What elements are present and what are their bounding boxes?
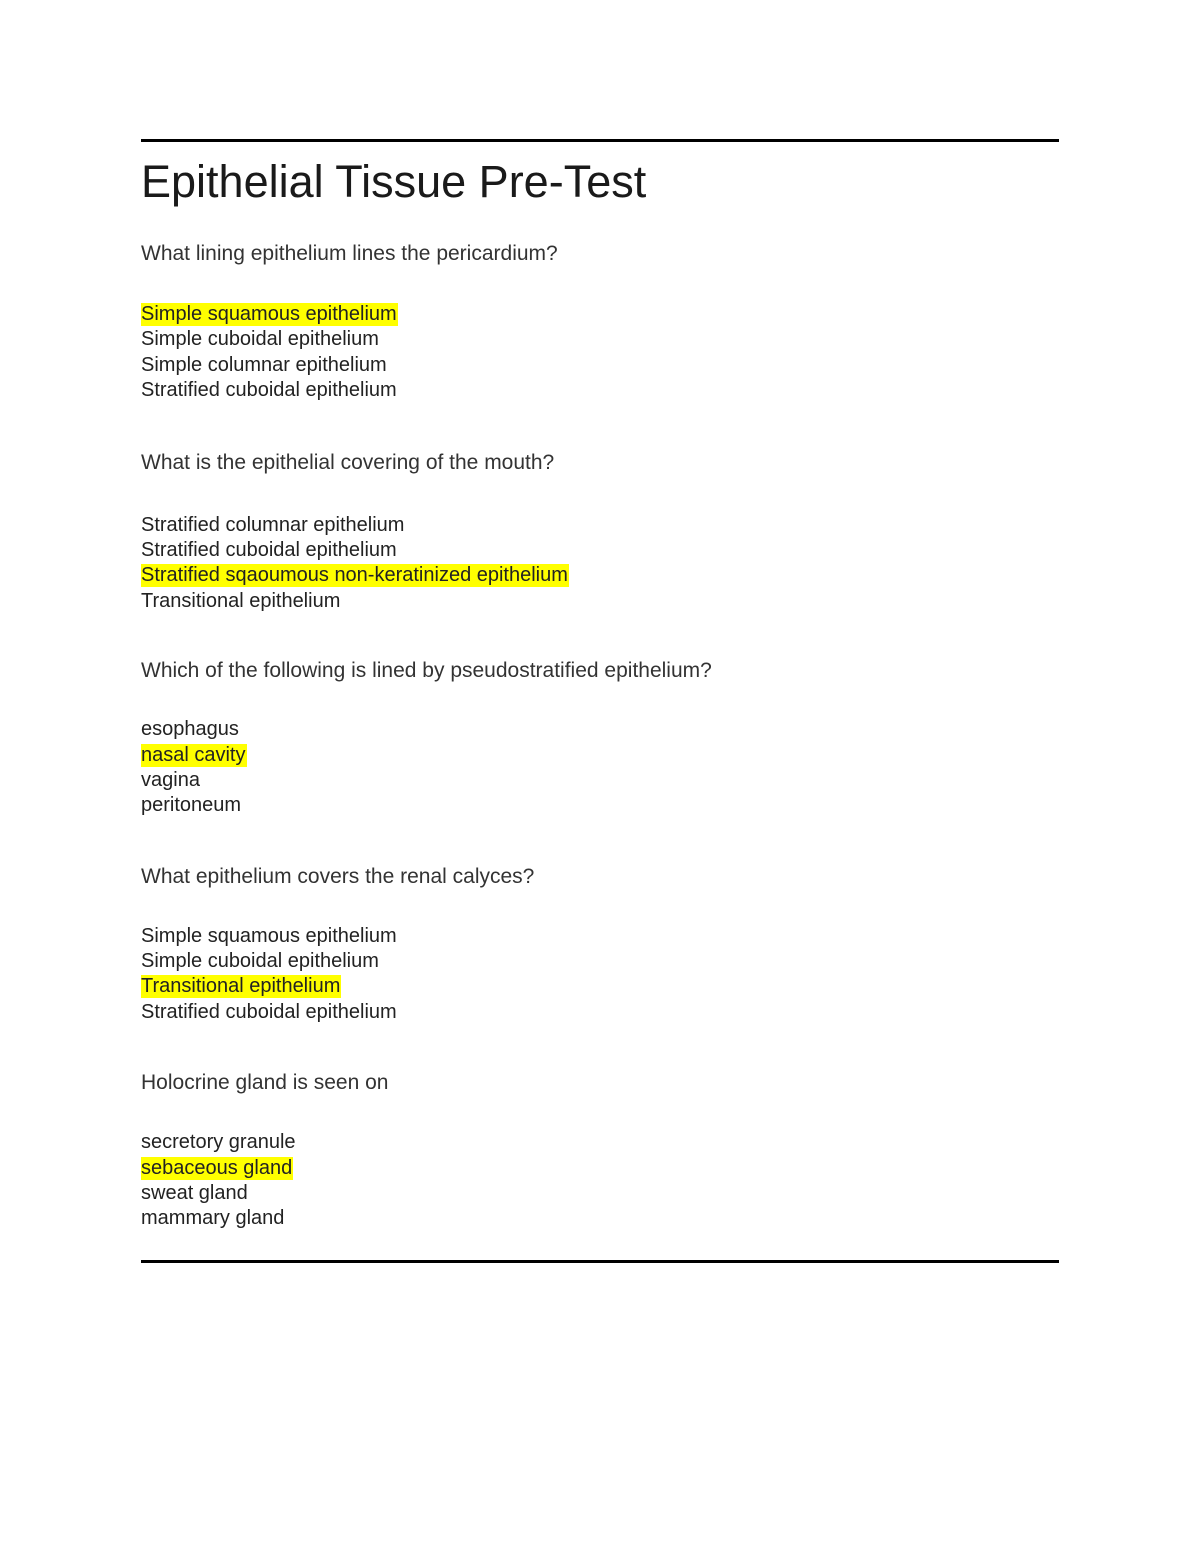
answer-option (141, 1130, 1059, 1155)
answer-option (141, 974, 1059, 999)
question-text: What is the epithelial covering of the mouth? (141, 450, 555, 474)
answer-option (141, 743, 1059, 768)
answer-options (141, 1130, 1059, 1232)
question-text: Holocrine gland is seen on (141, 1071, 389, 1095)
question-block (141, 1069, 1059, 1232)
answer-option-label: Simple squamous epithelium (141, 303, 397, 325)
answer-option (141, 353, 1059, 378)
question-text: What epithelium covers the renal calyces? (141, 864, 535, 888)
answer-option-label: sweat gland (141, 1182, 248, 1205)
answer-option-label: peritoneum (141, 794, 242, 817)
question-text: What lining epithelium lines the pericardium? (141, 242, 558, 265)
answer-option (141, 589, 1059, 614)
answer-option (141, 538, 1059, 563)
answer-options (141, 302, 1059, 404)
answer-option (141, 1000, 1059, 1025)
answer-options (141, 924, 1059, 1026)
question-block (141, 240, 1059, 404)
answer-option-label: Simple columnar epithelium (141, 353, 387, 376)
answer-option (141, 378, 1059, 403)
answer-option (141, 768, 1059, 793)
question-block (141, 449, 1059, 615)
bottom-divider (141, 1260, 1059, 1263)
answer-option-label: Simple squamous epithelium (141, 924, 397, 947)
answer-option-label: Stratified cuboidal epithelium (141, 379, 397, 402)
answer-option (141, 924, 1059, 949)
answer-option-label: vagina (141, 768, 200, 791)
answer-option-label: Simple cuboidal epithelium (141, 950, 379, 973)
answer-option-label: Stratified cuboidal epithelium (141, 1000, 397, 1023)
answer-option (141, 513, 1059, 538)
answer-option (141, 1156, 1059, 1181)
question-block (141, 657, 1059, 819)
answer-option (141, 302, 1059, 327)
answer-option (141, 563, 1059, 588)
answer-option-label: sebaceous gland (141, 1156, 293, 1179)
answer-option-label: Stratified sqaoumous non-keratinized epithelium (141, 564, 568, 587)
answer-option (141, 793, 1059, 818)
answer-option-label: nasal cavity (141, 743, 246, 766)
answer-option (141, 949, 1059, 974)
answer-option-label: Stratified columnar epithelium (141, 513, 405, 536)
answer-option (141, 717, 1059, 742)
question-text: Which of the following is lined by pseudostratified epithelium? (141, 659, 712, 683)
answer-option (141, 327, 1059, 352)
document-page (141, 139, 1059, 1232)
answer-option-label: Stratified cuboidal epithelium (141, 538, 397, 561)
answer-option (141, 1206, 1059, 1231)
question-block (141, 863, 1059, 1026)
document-title: Epithelial Tissue Pre-Test (141, 156, 647, 207)
answer-options (141, 513, 1059, 615)
answer-option-label: mammary gland (141, 1207, 285, 1230)
answer-option-label: Transitional epithelium (141, 589, 341, 612)
answer-options (141, 717, 1059, 819)
answer-option-label: esophagus (141, 718, 239, 741)
top-divider (141, 139, 1059, 142)
answer-option-label: Simple cuboidal epithelium (141, 328, 379, 351)
answer-option-label: secretory granule (141, 1131, 296, 1154)
answer-option-label: Transitional epithelium (141, 975, 341, 998)
answer-option (141, 1181, 1059, 1206)
